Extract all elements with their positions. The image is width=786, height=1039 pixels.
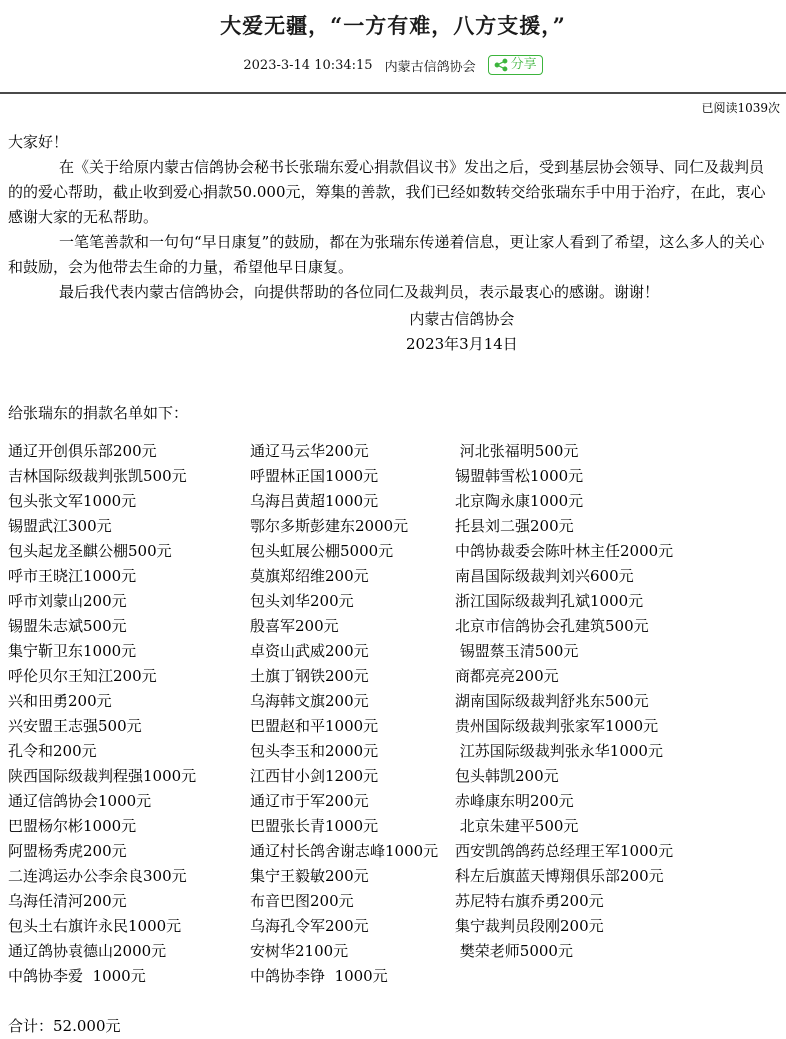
donation-entry: 兴安盟王志强500元 — [8, 717, 142, 735]
donation-entry: 浙江国际级裁判孔斌1000元 — [455, 592, 644, 610]
donation-entry: 兴和田勇200元 — [8, 692, 112, 710]
donation-entry: 土旗丁钢铁200元 — [250, 667, 369, 685]
share-button[interactable] — [488, 55, 543, 75]
read-count: 已阅读1039次 — [701, 101, 780, 115]
donation-entry: 包头韩凯200元 — [455, 767, 559, 785]
donation-entry: 乌海孔令军200元 — [250, 917, 369, 935]
donation-entry: 锡盟韩雪松1000元 — [455, 467, 584, 485]
donation-entry: 集宁靳卫东1000元 — [8, 642, 137, 660]
donation-entry: 乌海吕黄超1000元 — [250, 492, 379, 510]
donation-entry: 布音巴图200元 — [250, 892, 354, 910]
donation-entry: 河北张福明500元 — [455, 442, 579, 460]
donation-entry: 赤峰康东明200元 — [455, 792, 574, 810]
donation-entry: 呼市刘蒙山200元 — [8, 592, 127, 610]
donation-entry: 商都亮亮200元 — [455, 667, 559, 685]
donation-entry: 锡盟朱志斌500元 — [8, 617, 127, 635]
donation-entry: 包头土右旗许永民1000元 — [8, 917, 182, 935]
donation-entry: 贵州国际级裁判张家军1000元 — [455, 717, 659, 735]
signature-block — [406, 307, 518, 357]
donation-entry: 乌海韩文旗200元 — [250, 692, 369, 710]
article-paragraph: 一笔笔善款和一句句“早日康复”的鼓励，都在为张瑞东传递着信息，更让家人看到了希望，这么多人的关心和鼓励，会为他带去生命的力量，希望他早日康复。 — [8, 233, 765, 276]
donation-entry: 巴盟杨尔彬1000元 — [8, 817, 137, 835]
donation-entry: 安树华2100元 — [250, 942, 349, 960]
donation-entry: 阿盟杨秀虎200元 — [8, 842, 127, 860]
donation-entry: 通辽信鸽协会1000元 — [8, 792, 152, 810]
donation-entry: 科左后旗蓝天博翔俱乐部200元 — [455, 867, 664, 885]
donation-entry: 包头刘华200元 — [250, 592, 354, 610]
donation-entry: 樊荣老师5000元 — [455, 942, 573, 960]
donation-entry: 中鸽协裁委会陈叶林主任2000元 — [455, 542, 674, 560]
donation-entry: 通辽市于军200元 — [250, 792, 369, 810]
donation-entry: 殷喜军200元 — [250, 617, 339, 635]
donation-list-intro: 给张瑞东的捐款名单如下： — [8, 404, 189, 422]
publisher-name: 内蒙古信鸽协会 — [384, 59, 476, 75]
share-button-label: 分享 — [510, 57, 537, 72]
donation-entry: 苏尼特右旗乔勇200元 — [455, 892, 604, 910]
donation-entry: 吉林国际级裁判张凯500元 — [8, 467, 187, 485]
donation-entry: 南昌国际级裁判刘兴600元 — [455, 567, 634, 585]
donation-entry: 陕西国际级裁判程强1000元 — [8, 767, 197, 785]
donation-entry: 通辽村长鸽舍谢志峰1000元 — [250, 842, 439, 860]
donation-entry: 北京陶永康1000元 — [455, 492, 584, 510]
article-paragraph: 在《关于给原内蒙古信鸽协会秘书长张瑞东爱心捐款倡议书》发出之后，受到基层协会领导、同仁及裁判员的的爱心帮助，截止收到爱心捐款50.000元，筹集的善款，我们已经如数转交给张瑞东手中用于治疗，在此，衷心感谢大家的无私帮助。 — [8, 158, 766, 226]
donation-entry: 莫旗郑绍维200元 — [250, 567, 369, 585]
share-icon — [494, 58, 508, 72]
donation-entry: 包头起龙圣麒公棚500元 — [8, 542, 172, 560]
donation-entry: 集宁王毅敏200元 — [250, 867, 369, 885]
donation-entry: 二连鸿运办公李余良300元 — [8, 867, 187, 885]
article-body — [8, 130, 778, 1039]
signature-date: 2023年3月14日 — [406, 335, 518, 353]
donation-entry: 鄂尔多斯彭建东2000元 — [250, 517, 409, 535]
donation-entry: 呼伦贝尔王知江200元 — [8, 667, 157, 685]
donation-entry: 北京朱建平500元 — [455, 817, 579, 835]
signature-org: 内蒙古信鸽协会 — [409, 310, 515, 328]
page-title: 大爱无疆，“一方有难，八方支援，” — [220, 13, 566, 38]
article-meta — [0, 55, 786, 75]
donation-entry: 巴盟张长青1000元 — [250, 817, 379, 835]
donation-entry: 通辽鸽协袁德山2000元 — [8, 942, 167, 960]
donation-entry — [455, 964, 778, 989]
donation-entry: 西安凯鸽鸽药总经理王军1000元 — [455, 842, 674, 860]
donation-entry: 集宁裁判员段刚200元 — [455, 917, 604, 935]
donation-entry: 呼市王晓江1000元 — [8, 567, 137, 585]
donation-entry: 包头李玉和2000元 — [250, 742, 379, 760]
donation-entry: 中鸽协李爱 1000元 — [8, 967, 146, 985]
donation-entry: 锡盟蔡玉清500元 — [455, 642, 579, 660]
donation-entry: 中鸽协李铮 1000元 — [250, 967, 388, 985]
greeting-line: 大家好！ — [8, 133, 69, 151]
donation-entry: 巴盟赵和平1000元 — [250, 717, 379, 735]
donation-entry: 乌海任清河200元 — [8, 892, 127, 910]
donation-entry: 锡盟武江300元 — [8, 517, 112, 535]
donation-total: 合计：52.000元 — [8, 1017, 121, 1035]
donation-entry: 呼盟林正国1000元 — [250, 467, 379, 485]
donation-entry: 江西甘小剑1200元 — [250, 767, 379, 785]
donation-entry: 包头虹展公棚5000元 — [250, 542, 394, 560]
article-paragraphs — [8, 155, 778, 305]
donation-entry: 包头张文军1000元 — [8, 492, 137, 510]
donation-entry: 北京市信鸽协会孔建筑500元 — [455, 617, 649, 635]
donation-entry: 江苏国际级裁判张永华1000元 — [455, 742, 663, 760]
donation-entry: 托县刘二强200元 — [455, 517, 574, 535]
donation-entry: 湖南国际级裁判舒兆东500元 — [455, 692, 649, 710]
donation-entry: 通辽马云华200元 — [250, 442, 369, 460]
publish-datetime: 2023-3-14 10:34:15 — [243, 57, 373, 73]
donation-entry: 孔令和200元 — [8, 742, 97, 760]
donation-list — [8, 439, 778, 989]
donation-entry: 通辽开创俱乐部200元 — [8, 442, 157, 460]
donation-entry: 卓资山武威200元 — [250, 642, 369, 660]
article-header — [0, 0, 786, 75]
article-paragraph: 最后我代表内蒙古信鸽协会，向提供帮助的各位同仁及裁判员，表示最衷心的感谢。谢谢！ — [59, 283, 660, 301]
